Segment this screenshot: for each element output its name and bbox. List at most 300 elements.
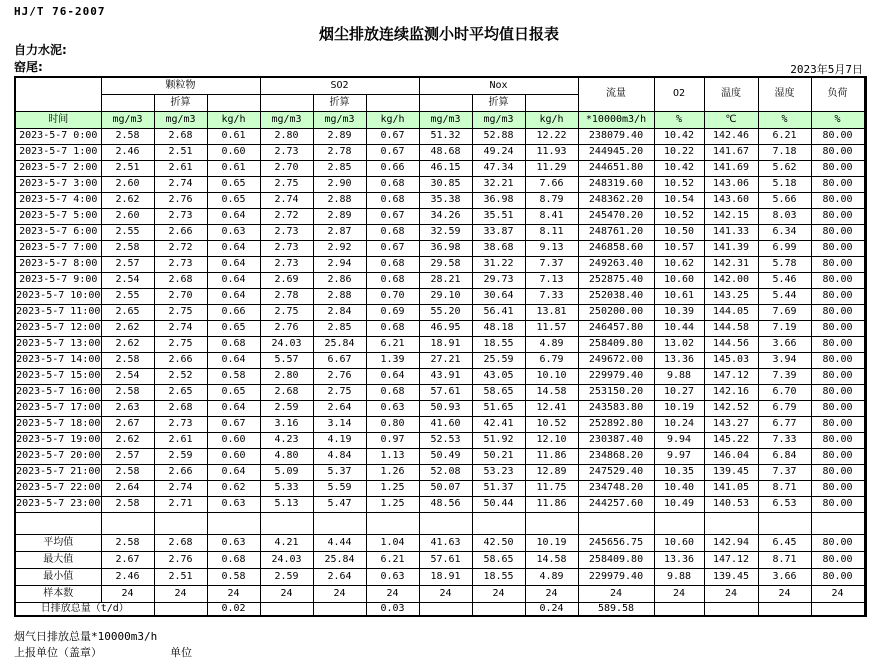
data-row bbox=[15, 288, 866, 304]
unit-nox-kgh: kg/h bbox=[525, 111, 578, 128]
cell-value: 5.13 bbox=[260, 496, 313, 512]
cell-value: 10.40 bbox=[654, 480, 704, 496]
cell-value: 6.79 bbox=[525, 352, 578, 368]
cell-value: 2.46 bbox=[101, 144, 154, 160]
cell-value: 6.21 bbox=[366, 336, 419, 352]
cell-value: 2.58 bbox=[101, 128, 154, 144]
cell-value: 10.10 bbox=[525, 368, 578, 384]
cell-value: 2.76 bbox=[313, 368, 366, 384]
cell-time: 2023-5-7 1:00 bbox=[15, 144, 101, 160]
cell-value: 0.63 bbox=[207, 496, 260, 512]
cell-time: 2023-5-7 10:00 bbox=[15, 288, 101, 304]
cell-value bbox=[419, 602, 472, 616]
cell-value: 7.37 bbox=[758, 464, 811, 480]
cell-value: 2.60 bbox=[101, 176, 154, 192]
cell-value: 0.64 bbox=[207, 464, 260, 480]
cell-value: 9.97 bbox=[654, 448, 704, 464]
cell-value: 43.05 bbox=[472, 368, 525, 384]
cell-value: 34.26 bbox=[419, 208, 472, 224]
cell-value: 10.49 bbox=[654, 496, 704, 512]
cell-value: 250200.00 bbox=[578, 304, 654, 320]
header-sub-blank bbox=[366, 94, 419, 111]
cell-value: 2.84 bbox=[313, 304, 366, 320]
cell-value: 2.89 bbox=[313, 128, 366, 144]
cell-value: 8.71 bbox=[758, 551, 811, 568]
cell-value: 5.59 bbox=[313, 480, 366, 496]
cell-value: 141.69 bbox=[704, 160, 758, 176]
cell-value: 80.00 bbox=[811, 224, 864, 240]
cell-value: 252892.80 bbox=[578, 416, 654, 432]
data-row bbox=[15, 256, 866, 272]
cell-time: 2023-5-7 3:00 bbox=[15, 176, 101, 192]
cell-value: 1.04 bbox=[366, 534, 419, 551]
cell-value: 2.74 bbox=[154, 320, 207, 336]
cell-value: 2.65 bbox=[101, 304, 154, 320]
cell-value: 24 bbox=[207, 585, 260, 602]
cell-value: 234868.20 bbox=[578, 448, 654, 464]
cell-value: 58.65 bbox=[472, 384, 525, 400]
cell-value: 6.77 bbox=[758, 416, 811, 432]
cell-value: 12.89 bbox=[525, 464, 578, 480]
cell-empty bbox=[578, 512, 654, 534]
data-row bbox=[15, 192, 866, 208]
cell-value: 0.67 bbox=[366, 208, 419, 224]
cell-value: 2.58 bbox=[101, 464, 154, 480]
cell-value: 2.75 bbox=[154, 304, 207, 320]
cell-value: 29.10 bbox=[419, 288, 472, 304]
cell-value: 1.25 bbox=[366, 480, 419, 496]
cell-value: 2.76 bbox=[154, 551, 207, 568]
cell-value: 80.00 bbox=[811, 496, 864, 512]
cell-value bbox=[313, 602, 366, 616]
cell-value: 145.03 bbox=[704, 352, 758, 368]
cell-value: 6.67 bbox=[313, 352, 366, 368]
cell-value: 51.92 bbox=[472, 432, 525, 448]
cell-value: 2.76 bbox=[260, 320, 313, 336]
cell-value: 6.45 bbox=[758, 534, 811, 551]
cell-value: 4.23 bbox=[260, 432, 313, 448]
cell-value: 10.19 bbox=[654, 400, 704, 416]
cell-value: 146.04 bbox=[704, 448, 758, 464]
cell-value: 2.66 bbox=[154, 224, 207, 240]
cell-time: 2023-5-7 14:00 bbox=[15, 352, 101, 368]
cell-value: 142.46 bbox=[704, 128, 758, 144]
cell-value: 2.61 bbox=[154, 432, 207, 448]
cell-value: 2.87 bbox=[313, 224, 366, 240]
cell-value: 2.55 bbox=[101, 288, 154, 304]
cell-value: 46.15 bbox=[419, 160, 472, 176]
cell-value: 0.66 bbox=[366, 160, 419, 176]
cell-value: 41.60 bbox=[419, 416, 472, 432]
cell-value: 6.79 bbox=[758, 400, 811, 416]
cell-value: 0.65 bbox=[207, 384, 260, 400]
cell-value: 2.80 bbox=[260, 128, 313, 144]
unit-nox-converted-mgm3: mg/m3 bbox=[472, 111, 525, 128]
data-row bbox=[15, 224, 866, 240]
cell-value: 80.00 bbox=[811, 272, 864, 288]
data-row bbox=[15, 464, 866, 480]
cell-time: 2023-5-7 5:00 bbox=[15, 208, 101, 224]
summary-label: 样本数 bbox=[15, 585, 101, 602]
cell-value: 0.58 bbox=[207, 368, 260, 384]
cell-value: 2.85 bbox=[313, 320, 366, 336]
cell-value: 2.66 bbox=[154, 464, 207, 480]
data-row bbox=[15, 160, 866, 176]
data-row bbox=[15, 416, 866, 432]
cell-value: 589.58 bbox=[578, 602, 654, 616]
cell-value: 24 bbox=[758, 585, 811, 602]
cell-time: 2023-5-7 22:00 bbox=[15, 480, 101, 496]
cell-value: 2.78 bbox=[313, 144, 366, 160]
header-sub-blank bbox=[260, 94, 313, 111]
cell-value: 0.64 bbox=[207, 240, 260, 256]
station-name: 窑尾: bbox=[14, 60, 43, 74]
cell-value: 29.58 bbox=[419, 256, 472, 272]
cell-value: 13.36 bbox=[654, 551, 704, 568]
cell-value: 7.69 bbox=[758, 304, 811, 320]
cell-value: 2.73 bbox=[260, 256, 313, 272]
cell-value: 11.93 bbox=[525, 144, 578, 160]
header-humidity: 湿度 bbox=[758, 77, 811, 111]
unit-nox-mgm3: mg/m3 bbox=[419, 111, 472, 128]
cell-value: 5.46 bbox=[758, 272, 811, 288]
cell-value: 0.64 bbox=[207, 352, 260, 368]
cell-value: 33.87 bbox=[472, 224, 525, 240]
cell-value: 2.73 bbox=[260, 240, 313, 256]
cell-value: 80.00 bbox=[811, 256, 864, 272]
cell-value: 248761.20 bbox=[578, 224, 654, 240]
cell-value: 28.21 bbox=[419, 272, 472, 288]
cell-value: 52.88 bbox=[472, 128, 525, 144]
cell-value: 2.90 bbox=[313, 176, 366, 192]
cell-value: 2.72 bbox=[260, 208, 313, 224]
cell-value: 36.98 bbox=[472, 192, 525, 208]
cell-value: 80.00 bbox=[811, 352, 864, 368]
cell-value: 43.91 bbox=[419, 368, 472, 384]
cell-value: 80.00 bbox=[811, 464, 864, 480]
summary-label: 最小值 bbox=[15, 568, 101, 585]
cell-value: 25.84 bbox=[313, 336, 366, 352]
cell-value: 18.55 bbox=[472, 336, 525, 352]
cell-value: 142.16 bbox=[704, 384, 758, 400]
cell-value: 140.53 bbox=[704, 496, 758, 512]
cell-value: 8.41 bbox=[525, 208, 578, 224]
cell-value: 50.49 bbox=[419, 448, 472, 464]
cell-value: 80.00 bbox=[811, 480, 864, 496]
cell-value: 2.80 bbox=[260, 368, 313, 384]
cell-value: 10.24 bbox=[654, 416, 704, 432]
cell-value: 0.68 bbox=[366, 384, 419, 400]
cell-value: 80.00 bbox=[811, 432, 864, 448]
cell-value: 24 bbox=[419, 585, 472, 602]
cell-value: 12.41 bbox=[525, 400, 578, 416]
cell-value: 0.66 bbox=[207, 304, 260, 320]
cell-value: 10.52 bbox=[525, 416, 578, 432]
header-sub-blank bbox=[525, 94, 578, 111]
cell-value: 3.94 bbox=[758, 352, 811, 368]
data-row bbox=[15, 480, 866, 496]
cell-value: 2.94 bbox=[313, 256, 366, 272]
cell-value: 53.23 bbox=[472, 464, 525, 480]
data-row bbox=[15, 240, 866, 256]
cell-value: 2.74 bbox=[154, 176, 207, 192]
cell-value: 10.50 bbox=[654, 224, 704, 240]
cell-time: 2023-5-7 2:00 bbox=[15, 160, 101, 176]
cell-value: 0.64 bbox=[207, 400, 260, 416]
cell-value: 0.68 bbox=[207, 336, 260, 352]
summary-row-max bbox=[15, 551, 866, 568]
cell-value: 12.10 bbox=[525, 432, 578, 448]
cell-value: 7.66 bbox=[525, 176, 578, 192]
cell-value: 7.39 bbox=[758, 368, 811, 384]
cell-value: 11.86 bbox=[525, 496, 578, 512]
cell-value: 1.39 bbox=[366, 352, 419, 368]
cell-value: 144.05 bbox=[704, 304, 758, 320]
cell-value: 143.25 bbox=[704, 288, 758, 304]
data-row bbox=[15, 176, 866, 192]
cell-time: 2023-5-7 21:00 bbox=[15, 464, 101, 480]
cell-value: 35.38 bbox=[419, 192, 472, 208]
cell-value: 0.64 bbox=[207, 288, 260, 304]
cell-value: 14.58 bbox=[525, 384, 578, 400]
unit-so2-converted-mgm3: mg/m3 bbox=[313, 111, 366, 128]
data-row bbox=[15, 432, 866, 448]
cell-value: 25.59 bbox=[472, 352, 525, 368]
summary-label: 最大值 bbox=[15, 551, 101, 568]
cell-value: 47.34 bbox=[472, 160, 525, 176]
cell-value: 248319.60 bbox=[578, 176, 654, 192]
cell-value: 2.57 bbox=[101, 448, 154, 464]
cell-value: 5.78 bbox=[758, 256, 811, 272]
cell-value: 8.79 bbox=[525, 192, 578, 208]
cell-time: 2023-5-7 4:00 bbox=[15, 192, 101, 208]
cell-value: 2.72 bbox=[154, 240, 207, 256]
cell-value: 80.00 bbox=[811, 336, 864, 352]
cell-value: 13.36 bbox=[654, 352, 704, 368]
cell-value: 51.65 bbox=[472, 400, 525, 416]
cell-value: 249672.00 bbox=[578, 352, 654, 368]
cell-value: 49.24 bbox=[472, 144, 525, 160]
cell-value: 252038.40 bbox=[578, 288, 654, 304]
summary-row-min bbox=[15, 568, 866, 585]
cell-time: 2023-5-7 20:00 bbox=[15, 448, 101, 464]
cell-value: 80.00 bbox=[811, 288, 864, 304]
header-converted-nox: 折算 bbox=[472, 94, 525, 111]
cell-value: 4.89 bbox=[525, 568, 578, 585]
data-row bbox=[15, 384, 866, 400]
cell-value: 10.44 bbox=[654, 320, 704, 336]
cell-value: 0.68 bbox=[207, 551, 260, 568]
cell-time: 2023-5-7 13:00 bbox=[15, 336, 101, 352]
cell-value bbox=[654, 602, 704, 616]
cell-value: 0.63 bbox=[366, 568, 419, 585]
cell-value: 5.33 bbox=[260, 480, 313, 496]
cell-value: 10.42 bbox=[654, 128, 704, 144]
cell-value: 80.00 bbox=[811, 192, 864, 208]
cell-value: 141.05 bbox=[704, 480, 758, 496]
cell-value: 2.68 bbox=[154, 272, 207, 288]
cell-value: 57.61 bbox=[419, 551, 472, 568]
cell-time: 2023-5-7 19:00 bbox=[15, 432, 101, 448]
cell-value: 247529.40 bbox=[578, 464, 654, 480]
cell-value: 141.39 bbox=[704, 240, 758, 256]
cell-value: 0.80 bbox=[366, 416, 419, 432]
cell-value: 2.69 bbox=[260, 272, 313, 288]
cell-value: 139.45 bbox=[704, 464, 758, 480]
cell-value: 18.91 bbox=[419, 336, 472, 352]
cell-value: 7.33 bbox=[525, 288, 578, 304]
cell-value: 2.68 bbox=[154, 128, 207, 144]
cell-value: 6.84 bbox=[758, 448, 811, 464]
cell-value: 30.64 bbox=[472, 288, 525, 304]
cell-value: 80.00 bbox=[811, 400, 864, 416]
cell-value: 14.58 bbox=[525, 551, 578, 568]
cell-value: 18.55 bbox=[472, 568, 525, 585]
cell-value: 0.67 bbox=[366, 240, 419, 256]
header-sub-blank bbox=[101, 94, 154, 111]
cell-value: 2.58 bbox=[101, 534, 154, 551]
cell-value: 2.58 bbox=[101, 352, 154, 368]
cell-value: 0.60 bbox=[207, 448, 260, 464]
cell-value: 10.27 bbox=[654, 384, 704, 400]
cell-value: 80.00 bbox=[811, 448, 864, 464]
cell-value: 243583.80 bbox=[578, 400, 654, 416]
spacer-row bbox=[15, 512, 866, 534]
cell-empty bbox=[154, 512, 207, 534]
cell-value: 0.69 bbox=[366, 304, 419, 320]
page-title: 烟尘排放连续监测小时平均值日报表 bbox=[318, 25, 559, 43]
cell-value: 5.18 bbox=[758, 176, 811, 192]
footer-unit-label: 单位 bbox=[170, 646, 192, 659]
cell-value: 238079.40 bbox=[578, 128, 654, 144]
cell-value: 244651.80 bbox=[578, 160, 654, 176]
cell-value: 144.58 bbox=[704, 320, 758, 336]
cell-value: 5.37 bbox=[313, 464, 366, 480]
report-date: 2023年5月7日 bbox=[790, 63, 863, 76]
cell-value: 0.61 bbox=[207, 128, 260, 144]
cell-value: 27.21 bbox=[419, 352, 472, 368]
cell-value: 51.32 bbox=[419, 128, 472, 144]
cell-value bbox=[260, 602, 313, 616]
cell-value: 2.88 bbox=[313, 288, 366, 304]
header-time-blank bbox=[15, 77, 101, 111]
cell-empty bbox=[15, 512, 101, 534]
cell-value: 9.88 bbox=[654, 568, 704, 585]
cell-value: 0.68 bbox=[366, 192, 419, 208]
cell-value: 2.51 bbox=[154, 144, 207, 160]
summary-row-sample-count bbox=[15, 585, 866, 602]
unit-so2-mgm3: mg/m3 bbox=[260, 111, 313, 128]
cell-value: 2.85 bbox=[313, 160, 366, 176]
cell-value: 6.99 bbox=[758, 240, 811, 256]
cell-value: 0.67 bbox=[366, 128, 419, 144]
unit-o2-percent: % bbox=[654, 111, 704, 128]
cell-empty bbox=[525, 512, 578, 534]
cell-value: 58.65 bbox=[472, 551, 525, 568]
cell-value: 6.70 bbox=[758, 384, 811, 400]
cell-time: 2023-5-7 11:00 bbox=[15, 304, 101, 320]
cell-value: 0.63 bbox=[207, 224, 260, 240]
cell-value: 2.59 bbox=[154, 448, 207, 464]
cell-value: 244257.60 bbox=[578, 496, 654, 512]
cell-value: 8.71 bbox=[758, 480, 811, 496]
cell-value: 0.64 bbox=[207, 272, 260, 288]
unit-flow: *10000m3/h bbox=[578, 111, 654, 128]
cell-value: 2.51 bbox=[154, 568, 207, 585]
cell-value: 7.18 bbox=[758, 144, 811, 160]
cell-value: 48.56 bbox=[419, 496, 472, 512]
cell-value: 9.88 bbox=[654, 368, 704, 384]
cell-value: 0.58 bbox=[207, 568, 260, 585]
data-row bbox=[15, 496, 866, 512]
cell-value: 2.68 bbox=[260, 384, 313, 400]
cell-value: 4.84 bbox=[313, 448, 366, 464]
cell-value: 2.73 bbox=[260, 144, 313, 160]
cell-value: 80.00 bbox=[811, 368, 864, 384]
cell-value: 2.59 bbox=[260, 400, 313, 416]
cell-value: 4.21 bbox=[260, 534, 313, 551]
cell-value: 3.66 bbox=[758, 568, 811, 585]
cell-value: 2.75 bbox=[260, 304, 313, 320]
unit-humidity-percent: % bbox=[758, 111, 811, 128]
cell-value: 31.22 bbox=[472, 256, 525, 272]
data-row bbox=[15, 304, 866, 320]
cell-empty bbox=[704, 512, 758, 534]
cell-value: 143.06 bbox=[704, 176, 758, 192]
cell-value: 2.66 bbox=[154, 352, 207, 368]
cell-value: 2.55 bbox=[101, 224, 154, 240]
cell-value: 2.78 bbox=[260, 288, 313, 304]
cell-value: 2.65 bbox=[154, 384, 207, 400]
header-converted-pm: 折算 bbox=[154, 94, 207, 111]
cell-value: 11.57 bbox=[525, 320, 578, 336]
cell-value: 80.00 bbox=[811, 160, 864, 176]
cell-value: 2.46 bbox=[101, 568, 154, 585]
cell-time: 2023-5-7 8:00 bbox=[15, 256, 101, 272]
cell-value: 7.19 bbox=[758, 320, 811, 336]
cell-value: 7.33 bbox=[758, 432, 811, 448]
header-row-units bbox=[15, 111, 866, 128]
cell-value: 10.42 bbox=[654, 160, 704, 176]
cell-value: 2.62 bbox=[101, 320, 154, 336]
cell-value: 249263.40 bbox=[578, 256, 654, 272]
cell-value: 80.00 bbox=[811, 320, 864, 336]
cell-value: 2.64 bbox=[313, 400, 366, 416]
cell-value: 8.03 bbox=[758, 208, 811, 224]
cell-time: 2023-5-7 16:00 bbox=[15, 384, 101, 400]
cell-value: 42.41 bbox=[472, 416, 525, 432]
cell-value: 2.62 bbox=[101, 432, 154, 448]
cell-value: 2.75 bbox=[154, 336, 207, 352]
cell-value: 24 bbox=[101, 585, 154, 602]
cell-empty bbox=[654, 512, 704, 534]
data-row bbox=[15, 144, 866, 160]
data-row bbox=[15, 208, 866, 224]
cell-value: 50.07 bbox=[419, 480, 472, 496]
cell-value: 0.67 bbox=[366, 144, 419, 160]
cell-value: 2.61 bbox=[154, 160, 207, 176]
cell-value: 2.54 bbox=[101, 272, 154, 288]
cell-value: 0.60 bbox=[207, 144, 260, 160]
cell-value: 0.97 bbox=[366, 432, 419, 448]
cell-value: 5.47 bbox=[313, 496, 366, 512]
cell-value: 0.68 bbox=[366, 224, 419, 240]
cell-value: 80.00 bbox=[811, 144, 864, 160]
cell-value: 6.21 bbox=[366, 551, 419, 568]
cell-time: 2023-5-7 17:00 bbox=[15, 400, 101, 416]
cell-value: 51.37 bbox=[472, 480, 525, 496]
cell-value: 0.64 bbox=[207, 256, 260, 272]
